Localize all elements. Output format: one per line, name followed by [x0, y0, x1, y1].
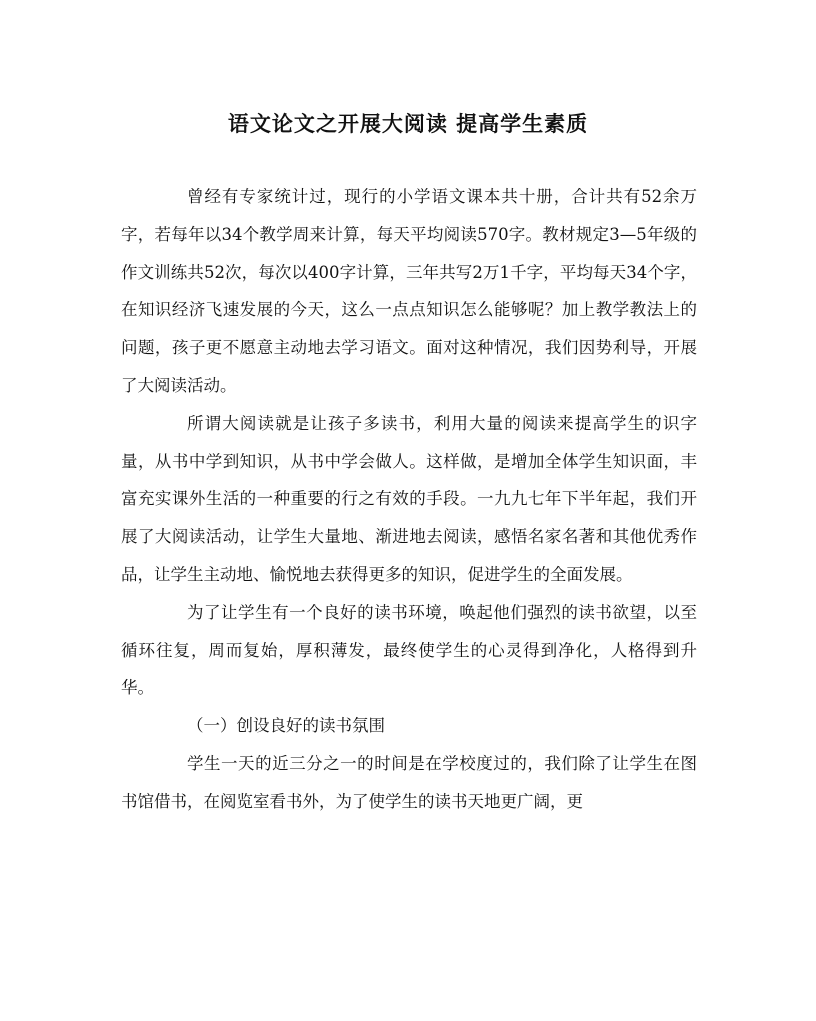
paragraph-3: 为了让学生有一个良好的读书环境，唤起他们强烈的读书欲望，以至循环往复，周而复始，厚积薄发，最终使学生的心灵得到净化，人格得到升华。 — [121, 602, 697, 698]
section-heading: （一）创设良好的读书氛围 — [187, 716, 385, 736]
paragraph-1: 曾经有专家统计过，现行的小学语文课本共十册，合计共有52余万字，若每年以34个教学周来计算，每天平均阅读570字。教材规定3—5年级的作文训练共52次，每次以400字计算，三年共写2万1千字，平均每天34个字，在知识经济飞速发展的今天，这么一点点知识怎么能够呢？加上教学教法上的问题，孩子更不愿意主动地去学习语文。面对这种情况，我们因势利导，开展了大阅读活动。 — [121, 187, 697, 395]
document-title: 语文论文之开展大阅读 提高学生素质 — [227, 111, 589, 136]
document-body — [121, 178, 697, 821]
paragraph-2: 所谓大阅读就是让孩子多读书，利用大量的阅读来提高学生的识字量，从书中学到知识，从书中学会做人。这样做，是增加全体学生知识面，丰富充实课外生活的一种重要的行之有效的手段。一九九七年下半年起，我们开展了大阅读活动，让学生大量地、渐进地去阅读，感悟名家名著和其他优秀作品，让学生主动地、愉悦地去获得更多的知识，促进学生的全面发展。 — [121, 413, 697, 584]
section-paragraph: 学生一天的近三分之一的时间是在学校度过的，我们除了让学生在图书馆借书，在阅览室看书外，为了使学生的读书天地更广阔，更 — [121, 753, 697, 811]
